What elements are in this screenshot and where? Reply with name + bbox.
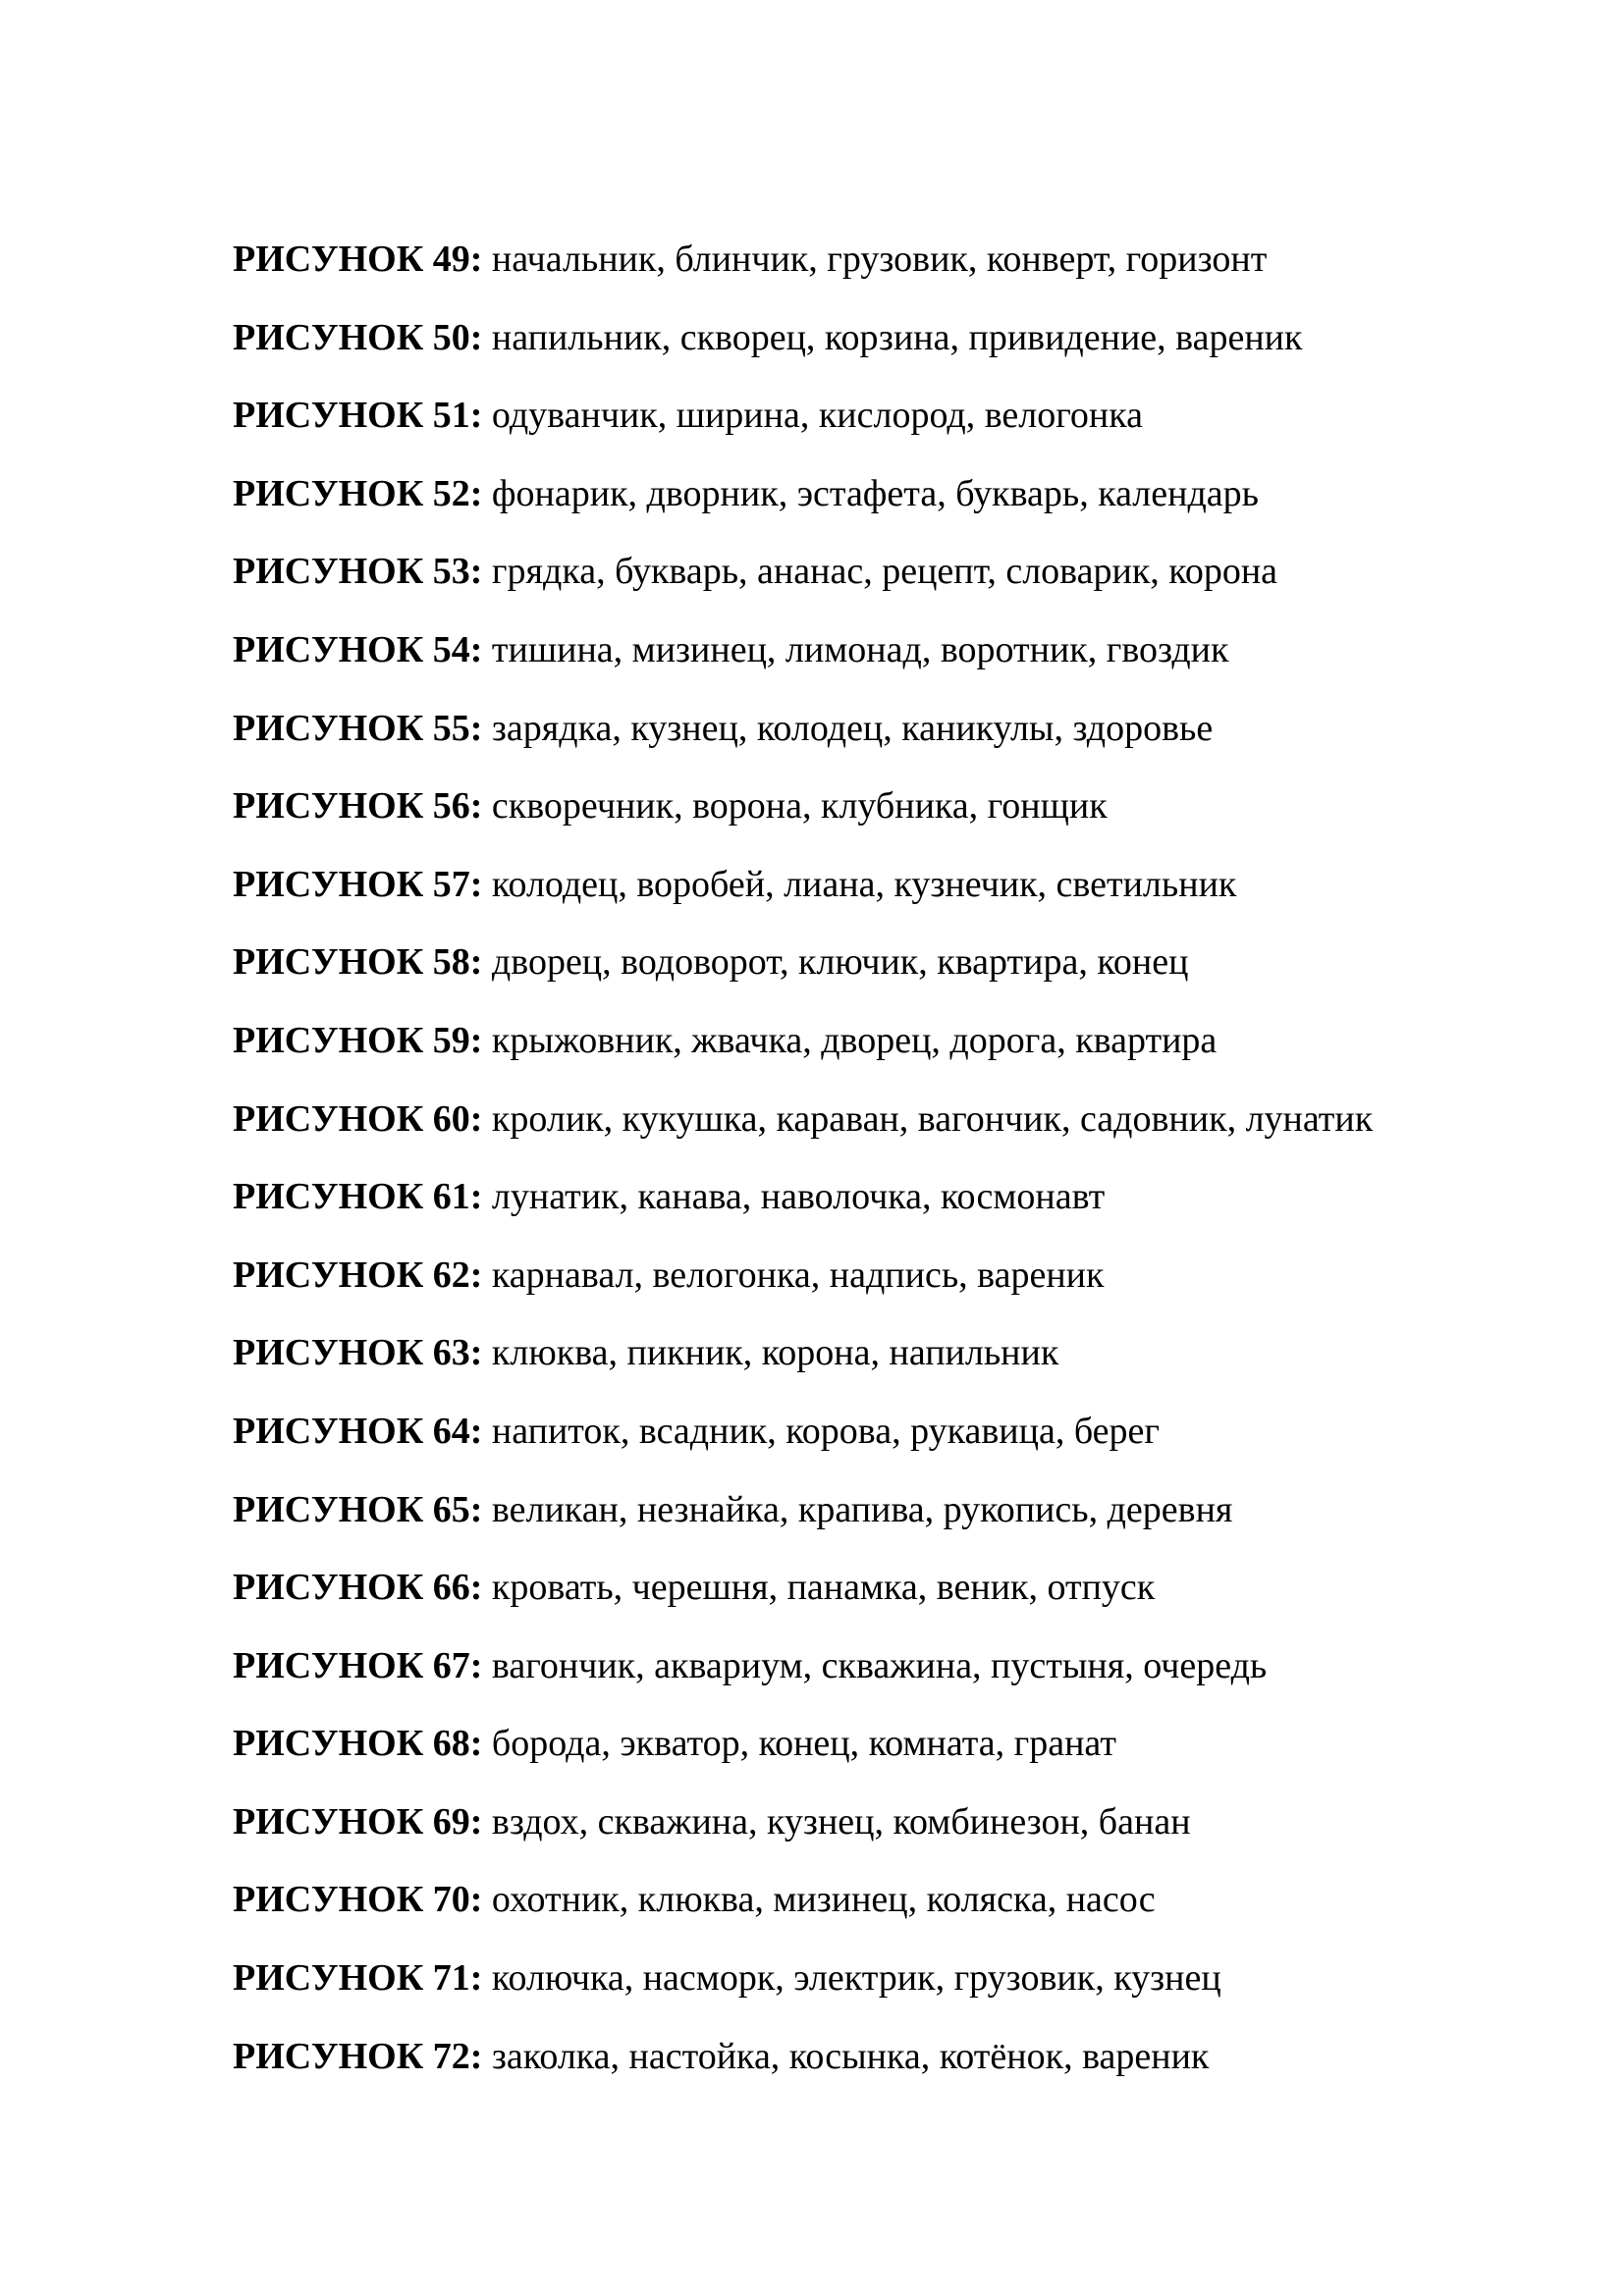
picture-word-list [233, 232, 1373, 2107]
list-item [233, 934, 1373, 1013]
picture-label: РИСУНОК 62: [233, 1254, 483, 1296]
picture-label: РИСУНОК 51: [233, 395, 483, 437]
list-item [233, 1716, 1373, 1794]
list-item [233, 1794, 1373, 1873]
picture-label: РИСУНОК 56: [233, 785, 483, 828]
list-item [233, 388, 1373, 466]
picture-label: РИСУНОК 59: [233, 1019, 483, 1061]
word-list: заколка, настойка, косынка, котёнок, вареник [491, 2035, 1210, 2077]
picture-label: РИСУНОК 54: [233, 628, 483, 670]
list-item [233, 1325, 1373, 1404]
picture-label: РИСУНОК 64: [233, 1410, 483, 1452]
picture-label: РИСУНОК 72: [233, 2035, 483, 2077]
picture-label: РИСУНОК 71: [233, 1957, 483, 2000]
picture-label: РИСУНОК 65: [233, 1488, 483, 1530]
picture-label: РИСУНОК 50: [233, 316, 483, 358]
picture-label: РИСУНОК 60: [233, 1097, 483, 1140]
list-item [233, 1092, 1373, 1170]
word-list: кролик, кукушка, караван, вагончик, садовник, лунатик [491, 1097, 1374, 1140]
word-list: колодец, воробей, лиана, кузнечик, светильник [491, 863, 1237, 905]
picture-label: РИСУНОК 63: [233, 1332, 483, 1374]
word-list: тишина, мизинец, лимонад, воротник, гвоздик [491, 628, 1229, 670]
list-item [233, 1560, 1373, 1638]
list-item [233, 622, 1373, 701]
picture-label: РИСУНОК 58: [233, 941, 483, 984]
picture-label: РИСУНОК 53: [233, 551, 483, 593]
picture-label: РИСУНОК 52: [233, 472, 483, 514]
word-list: клюква, пикник, корона, напильник [491, 1332, 1059, 1374]
word-list: борода, экватор, конец, комната, гранат [491, 1723, 1116, 1765]
list-item [233, 1950, 1373, 2029]
list-item [233, 310, 1373, 389]
picture-label: РИСУНОК 67: [233, 1644, 483, 1686]
list-item [233, 701, 1373, 779]
word-list: колючка, насморк, электрик, грузовик, кузнец [491, 1957, 1221, 2000]
list-item [233, 1872, 1373, 1950]
list-item [233, 778, 1373, 857]
list-item [233, 232, 1373, 310]
word-list: кровать, черешня, панамка, веник, отпуск [491, 1567, 1156, 1609]
word-list: вагончик, аквариум, скважина, пустыня, очередь [491, 1644, 1268, 1686]
list-item [233, 1482, 1373, 1561]
list-item [233, 2029, 1373, 2108]
list-item [233, 1248, 1373, 1326]
word-list: великан, незнайка, крапива, рукопись, деревня [491, 1488, 1233, 1530]
word-list: вздох, скважина, кузнец, комбинезон, банан [491, 1800, 1191, 1842]
word-list: карнавал, велогонка, надпись, вареник [491, 1254, 1105, 1296]
picture-label: РИСУНОК 66: [233, 1567, 483, 1609]
word-list: крыжовник, жвачка, дворец, дорога, квартира [491, 1019, 1218, 1061]
list-item [233, 544, 1373, 622]
word-list: охотник, клюква, мизинец, коляска, насос [491, 1879, 1156, 1921]
picture-label: РИСУНОК 69: [233, 1800, 483, 1842]
list-item [233, 1404, 1373, 1482]
picture-label: РИСУНОК 61: [233, 1176, 483, 1218]
list-item [233, 857, 1373, 935]
word-list: лунатик, канава, наволочка, космонавт [491, 1176, 1106, 1218]
word-list: фонарик, дворник, эстафета, букварь, календарь [491, 472, 1259, 514]
word-list: дворец, водоворот, ключик, квартира, конец [491, 941, 1189, 984]
list-item [233, 1169, 1373, 1248]
picture-label: РИСУНОК 57: [233, 863, 483, 905]
picture-label: РИСУНОК 55: [233, 707, 483, 749]
word-list: напильник, скворец, корзина, привидение, вареник [491, 316, 1303, 358]
picture-label: РИСУНОК 68: [233, 1723, 483, 1765]
word-list: зарядка, кузнец, колодец, каникулы, здоровье [491, 707, 1214, 749]
list-item [233, 1013, 1373, 1092]
list-item [233, 466, 1373, 545]
word-list: начальник, блинчик, грузовик, конверт, горизонт [491, 239, 1268, 280]
list-item [233, 1638, 1373, 1717]
picture-label: РИСУНОК 49: [233, 239, 483, 280]
word-list: грядка, букварь, ананас, рецепт, словарик, корона [491, 551, 1278, 593]
word-list: одуванчик, ширина, кислород, велогонка [491, 395, 1143, 437]
word-list: напиток, всадник, корова, рукавица, берег [491, 1410, 1160, 1452]
word-list: скворечник, ворона, клубника, гонщик [491, 785, 1108, 828]
picture-label: РИСУНОК 70: [233, 1879, 483, 1921]
